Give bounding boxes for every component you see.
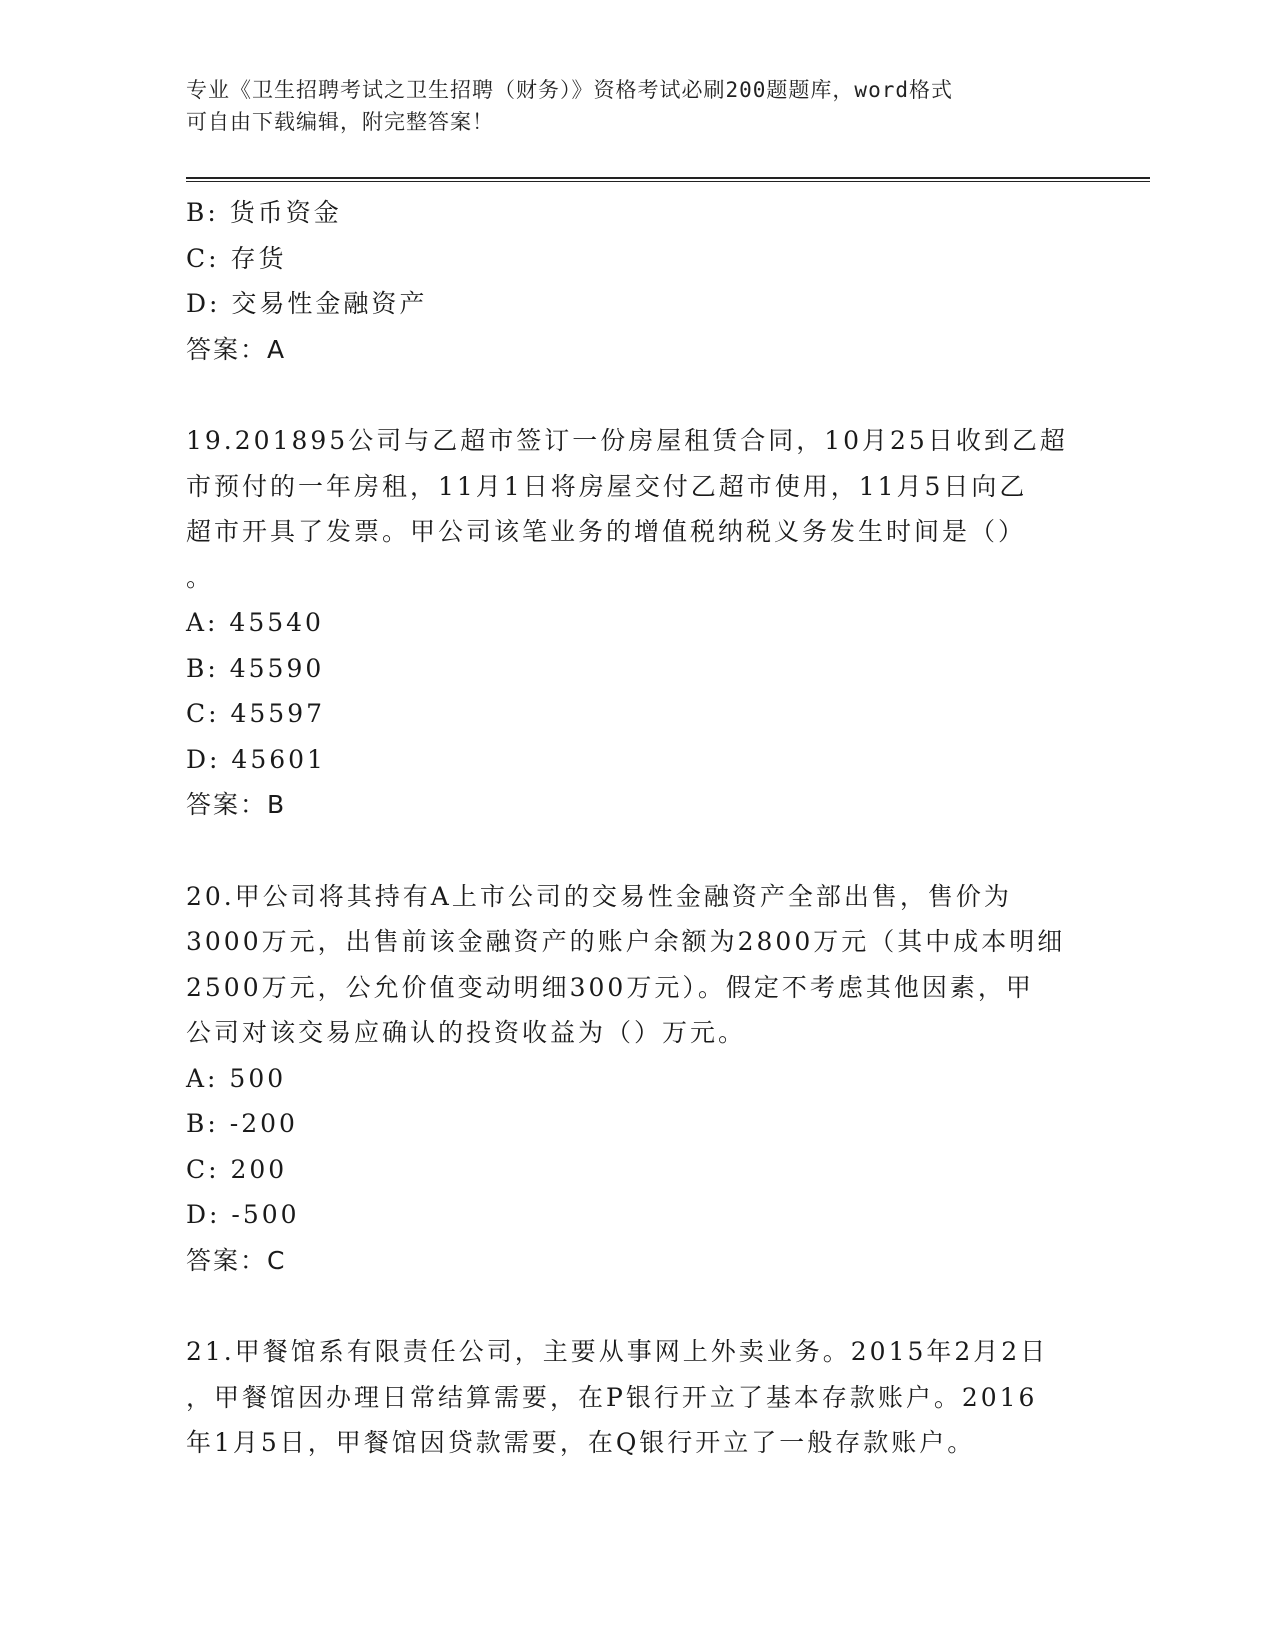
question-21 xyxy=(186,1329,1086,1466)
header-line-2: 可自由下载编辑，附完整答案！ xyxy=(186,110,494,134)
document-body xyxy=(186,190,1086,1466)
question-20 xyxy=(186,874,1086,1284)
header-divider-thin xyxy=(186,181,1150,182)
option-a: A: 45540 xyxy=(186,608,324,637)
question-text-line: ，甲餐馆因办理日常结算需要，在P银行开立了基本存款账户。2016 xyxy=(186,1382,1038,1412)
option-c: C: 存货 xyxy=(186,243,287,273)
question-text-line: 超市开具了发票。甲公司该笔业务的增值税纳税义务发生时间是（） xyxy=(186,517,1027,546)
question-18-tail xyxy=(186,190,1086,372)
question-text-line: 公司对该交易应确认的投资收益为（）万元。 xyxy=(186,1018,747,1047)
question-text-line: 19.201895公司与乙超市签订一份房屋租赁合同，10月25日收到乙超 xyxy=(186,426,1068,455)
option-b: B: 货币资金 xyxy=(186,198,342,227)
option-b: B: -200 xyxy=(186,1109,298,1138)
header-line-1: 专业《卫生招聘考试之卫生招聘（财务）》资格考试必刷200题题库，word格式 xyxy=(186,78,953,102)
question-text-line: 。 xyxy=(186,562,215,592)
option-c: C: 45597 xyxy=(186,699,326,728)
document-header xyxy=(186,74,1066,138)
answer: 答案：A xyxy=(186,334,287,364)
question-text-line: 20.甲公司将其持有A上市公司的交易性金融资产全部出售，售价为 xyxy=(186,881,1012,911)
question-text-line: 市预付的一年房租，11月1日将房屋交付乙超市使用，11月5日向乙 xyxy=(186,471,1028,501)
answer: 答案：B xyxy=(186,790,287,819)
question-text-line: 21.甲餐馆系有限责任公司，主要从事网上外卖业务。2015年2月2日 xyxy=(186,1337,1049,1366)
question-text-line: 2500万元，公允价值变动明细300万元）。假定不考虑其他因素，甲 xyxy=(186,972,1034,1002)
option-a: A: 500 xyxy=(186,1063,287,1093)
question-text-line: 年1月5日，甲餐馆因贷款需要，在Q银行开立了一般存款账户。 xyxy=(186,1428,976,1457)
option-d: D: 45601 xyxy=(186,744,326,774)
option-d: D: -500 xyxy=(186,1200,300,1229)
option-c: C: 200 xyxy=(186,1154,288,1184)
header-divider-thick xyxy=(186,177,1150,179)
question-text-line: 3000万元，出售前该金融资产的账户余额为2800万元（其中成本明细 xyxy=(186,927,1066,956)
option-b: B: 45590 xyxy=(186,653,325,683)
question-19 xyxy=(186,418,1086,828)
answer: 答案：C xyxy=(186,1245,287,1275)
option-d: D: 交易性金融资产 xyxy=(186,289,428,318)
